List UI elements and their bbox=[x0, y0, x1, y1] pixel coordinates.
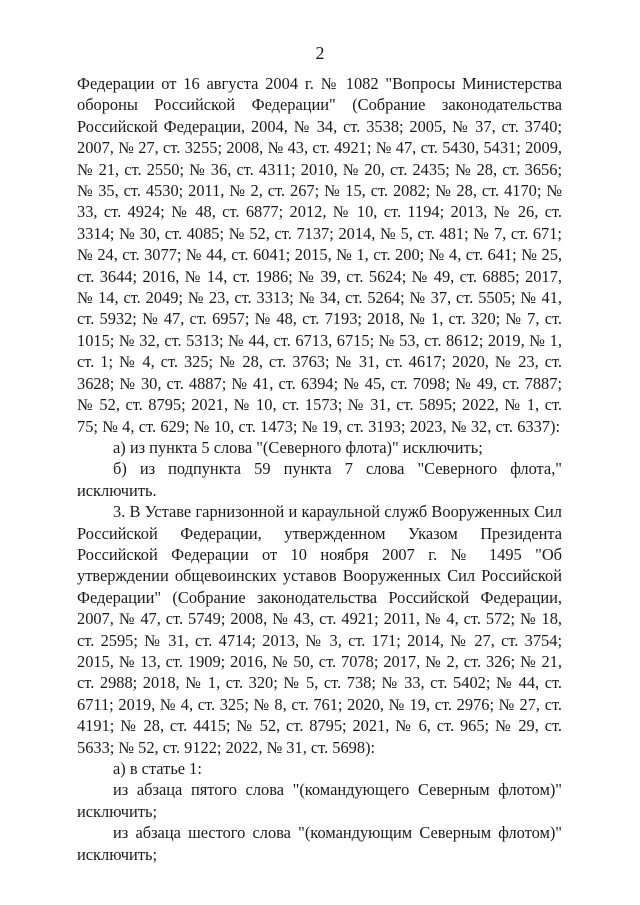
page-number: 2 bbox=[315, 43, 325, 63]
paragraph-item-a-article-1: а) в статье 1: bbox=[113, 759, 202, 778]
paragraph-section-3: 3. В Уставе гарнизонной и караульной служб Вооруженных Сил Российской Федерации, утвержденном Указом Президента Российской Федерации от 10 ноября 2007 г. № 1495 "Об утверждении общевоинских уставов Вооруженных Сил Российской Федерации" (Собрание законодательства Российской Федерации, 2007, № 47, ст. 5749; 2008, № 43, ст. 4921; 2011, № 4, ст. 572; № 18, ст. 2595; № 31, ст. 4714; 2013, № 3, ст. 171; 2014, № 27, ст. 3754; 2015, № 13, ст. 1909; 2016, № 50, ст. 7078; 2017, № 2, ст. 326; № 21, ст. 2988; 2018, № 1, ст. 320; № 5, ст. 738; № 33, ст. 5402; № 44, ст. 6711; 2019, № 4, ст. 325; № 8, ст. 761; 2020, № 19, ст. 2976; № 27, ст. 4191; № 28, ст. 4415; № 52, ст. 8795; 2021, № 6, ст. 965; № 29, ст. 5633; № 52, ст. 9122; 2022, № 31, ст. 5698): bbox=[77, 502, 562, 757]
paragraph-item-a-point-5: а) из пункта 5 слова "(Северного флота)" исключить; bbox=[113, 437, 483, 457]
document-body bbox=[77, 73, 562, 865]
paragraph-continuation: Федерации от 16 августа 2004 г. № 1082 "Вопросы Министерства обороны Российской Федерации" (Собрание законодательства Российской Федерации, 2004, № 34, ст. 3538; 2005, № 37, ст. 3740; 2007, № 27, ст. 3255; 2008, № 43, ст. 4921; № 47, ст. 5430, 5431; 2009, № 21, ст. 2550; № 36, ст. 4311; 2010, № 20, ст. 2435; № 28, ст. 3656; № 35, ст. 4530; 2011, № 2, ст. 267; № 15, ст. 2082; № 28, ст. 4170; № 33, ст. 4924; № 48, ст. 6877; 2012, № 10, ст. 1194; 2013, № 26, ст. 3314; № 30, ст. 4085; № 52, ст. 7137; 2014, № 5, ст. 481; № 7, ст. 671; № 24, ст. 3077; № 44, ст. 6041; 2015, № 1, ст. 200; № 4, ст. 641; № 25, ст. 3644; 2016, № 14, ст. 1986; № 39, ст. 5624; № 49, ст. 6885; 2017, № 14, ст. 2049; № 23, ст. 3313; № 34, ст. 5264; № 37, ст. 5505; № 41, ст. 5932; № 47, ст. 6957; № 48, ст. 7193; 2018, № 1, ст. 320; № 7, ст. 1015; № 32, ст. 5313; № 44, ст. 6713, 6715; № 53, ст. 8612; 2019, № 1, ст. 1; № 4, ст. 325; № 28, ст. 3763; № 31, ст. 4617; 2020, № 23, ст. 3628; № 30, ст. 4887; № 41, ст. 6394; № 45, ст. 7098; № 49, ст. 7887; № 52, ст. 8795; 2021, № 10, ст. 1573; № 31, ст. 5895; 2022, № 1, ст. 75; № 4, ст. 629; № 10, ст. 1473; № 19, ст. 3193; 2023, № 32, ст. 6337): bbox=[77, 74, 562, 436]
paragraph-subitem-sixth-abzac: из абзаца шестого слова "(командующим Северным флотом)" исключить; bbox=[77, 823, 562, 864]
paragraph-subitem-fifth-abzac: из абзаца пятого слова "(командующего Северным флотом)" исключить; bbox=[77, 780, 562, 821]
paragraph-item-b-subpoint-59: б) из подпункта 59 пункта 7 слова "Северного флота," исключить. bbox=[77, 459, 562, 500]
